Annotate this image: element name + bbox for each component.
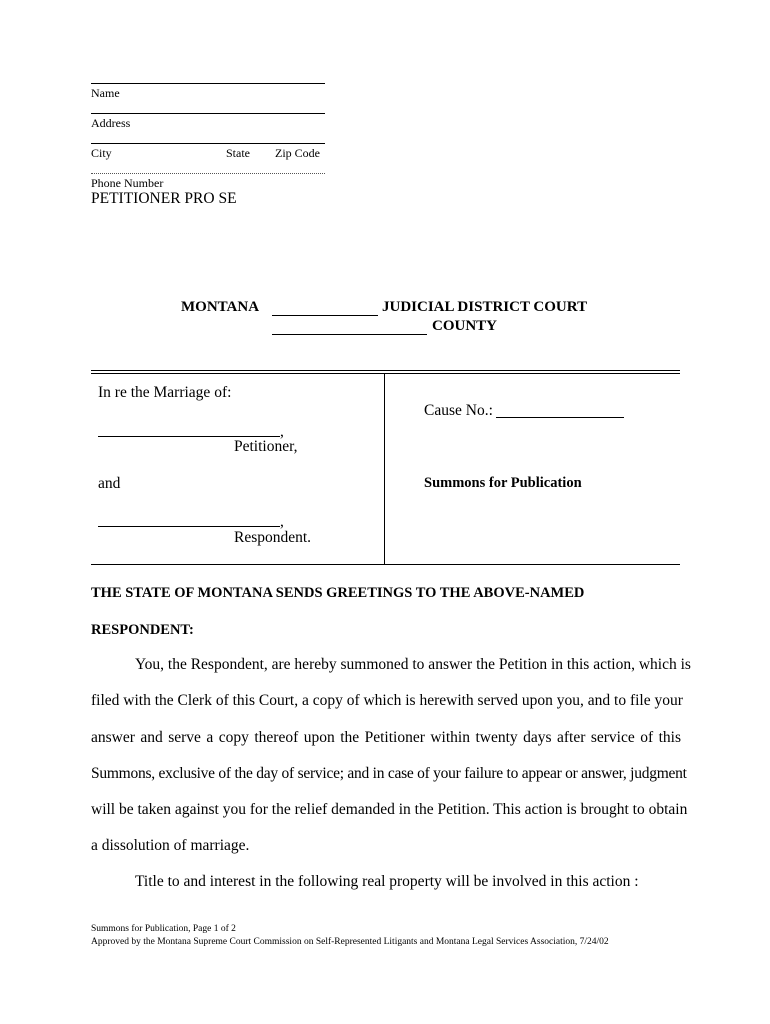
address-line[interactable] [91,113,325,114]
role-label: PETITIONER PRO SE [91,190,237,207]
phone-label: Phone Number [91,176,164,190]
court-name: JUDICIAL DISTRICT COURT [382,299,588,315]
body-line-1: You, the Respondent, are hereby summoned to answer the Petition in this action, which is [135,656,691,673]
greeting-line-1: THE STATE OF MONTANA SENDS GREETINGS TO THE ABOVE-NAMED [91,585,585,601]
district-number-blank[interactable] [272,315,378,316]
state-name: MONTANA [181,299,260,315]
body-line-5: will be taken against you for the relief demanded in the Petition. This action is brought to obtain [91,801,688,818]
caption-divider [384,374,385,564]
petitioner-comma: , [280,423,284,440]
respondent-label: Respondent. [234,529,312,546]
zip-label: Zip Code [275,146,320,160]
property-line: Title to and interest in the following real property will be involved in this action : [135,873,639,890]
cause-no-label: Cause No.: [424,402,493,419]
state-label: State [226,146,250,160]
page-info: Summons for Publication, Page 1 of 2 [91,924,236,934]
city-state-zip-line[interactable] [91,143,325,144]
body-line-6: a dissolution of marriage. [91,837,250,854]
respondent-comma: , [280,513,284,530]
name-label: Name [91,86,120,100]
city-label: City [91,146,112,160]
body-line-2: filed with the Clerk of this Court, a copy of which is herewith served upon you, and to file your [91,692,683,709]
in-re-marriage: In re the Marriage of: [98,384,232,401]
county-name-blank[interactable] [272,334,427,335]
phone-line[interactable] [91,173,325,174]
approval-note: Approved by the Montana Supreme Court Commission on Self-Represented Litigants and Montana Legal Services Association, 7/24/02 [91,937,609,947]
caption-bottom-rule [91,564,680,565]
name-line[interactable] [91,83,325,84]
greeting-line-2: RESPONDENT: [91,622,194,638]
body-line-4: Summons, exclusive of the day of service; and in case of your failure to appear or answer, judgment [91,765,687,782]
document-title: Summons for Publication [424,475,582,491]
caption-top-rule-2 [91,373,680,374]
county-label: COUNTY [432,318,498,334]
address-label: Address [91,116,131,130]
respondent-name-blank[interactable] [98,526,280,527]
body-line-3: answer and serve a copy thereof upon the Petitioner within twenty days after service of this [91,729,681,746]
cause-no-blank[interactable] [496,417,624,418]
caption-top-rule-1 [91,370,680,371]
petitioner-label: Petitioner, [234,438,298,455]
petitioner-name-blank[interactable] [98,436,280,437]
and-label: and [98,475,121,492]
